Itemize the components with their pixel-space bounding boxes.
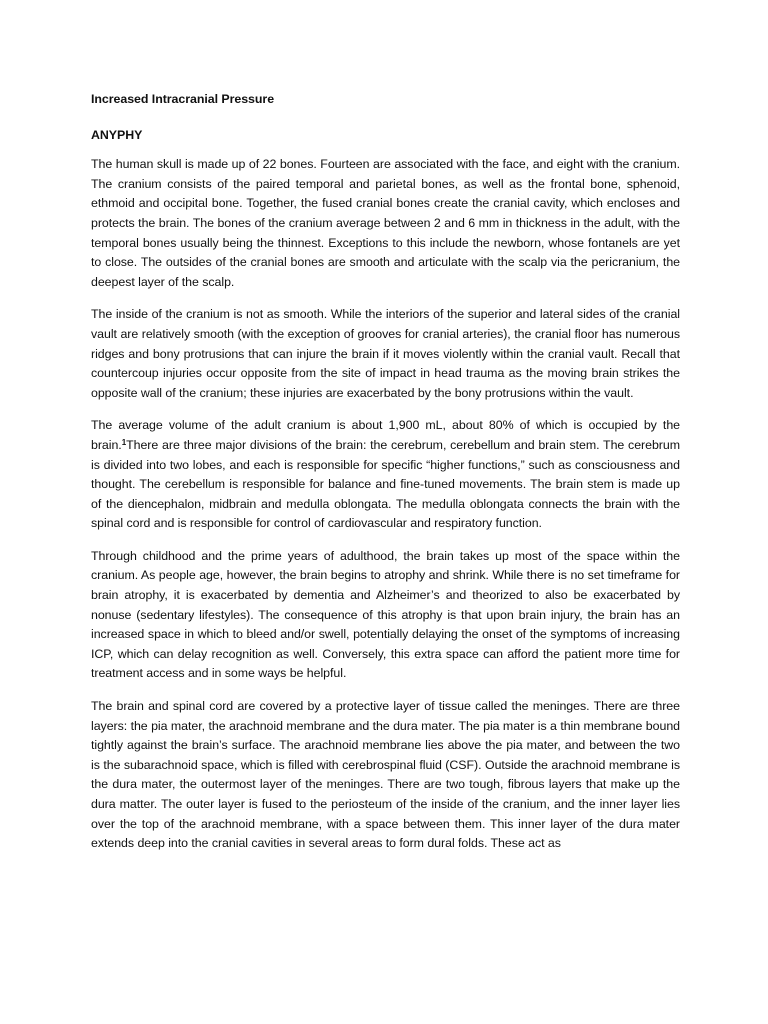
section-heading: ANYPHY [91,127,143,142]
document-title: Increased Intracranial Pressure [91,92,275,106]
paragraph-text-after-footnote: There are three major divisions of the brain: the cerebrum, cerebellum and brain stem. The cerebrum is divided into two lobes, and each is responsible for specific “higher functions,” such as consciousness and thought. The cerebellum is responsible for balance and fine-tuned movements. The brain stem is made up of the diencephalon, midbrain and medulla oblongata. The medulla oblongata connects the brain with the spinal cord and is responsible for control of cardiovascular and respiratory function. [91,437,680,531]
paragraph-brain-divisions [91,416,680,534]
paragraph-cranium-interior: The inside of the cranium is not as smooth. While the interiors of the superior and lateral sides of the cranial vault are relatively smooth (with the exception of grooves for cranial arteries), the cranial floor has numerous ridges and bony protrusions that can injure the brain if it moves violently within the cranial vault. Recall that countercoup injuries occur opposite from the site of impact in head trauma as the moving brain strikes the opposite wall of the cranium; these injuries are exacerbated by the bony protrusions within the vault. [91,307,680,400]
document-body [91,90,680,867]
paragraph-skull-bones: The human skull is made up of 22 bones. Fourteen are associated with the face, and eight with the cranium. The cranium consists of the paired temporal and parietal bones, as well as the frontal bone, sphenoid, ethmoid and occipital bone. Together, the fused cranial bones create the cranial cavity, which encloses and protects the brain. The bones of the cranium average between 2 and 6 mm in thickness in the adult, with the temporal bones usually being the thinnest. Exceptions to this include the newborn, whose fontanels are yet to close. The outsides of the cranial bones are smooth and articulate with the scalp via the pericranium, the deepest layer of the scalp. [91,157,680,289]
footnote-reference[interactable]: 1 [121,437,127,447]
paragraph-meninges: The brain and spinal cord are covered by a protective layer of tissue called the meninges. There are three layers: the pia mater, the arachnoid membrane and the dura mater. The pia mater is a thin membrane bound tightly against the brain’s surface. The arachnoid membrane lies above the pia mater, and between the two is the subarachnoid space, which is filled with cerebrospinal fluid (CSF). Outside the arachnoid membrane is the dura mater, the outermost layer of the meninges. There are two tough, fibrous layers that make up the dura matter. The outer layer is fused to the periosteum of the inside of the cranium, and the inner layer lies over the top of the arachnoid membrane, with a space between them. This inner layer of the dura mater extends deep into the cranial cavities in several areas to form dural folds. These act as [91,699,680,851]
paragraph-text-before-footnote: The average volume of the adult cranium is about 1,900 mL, about 80% of which is occupied by the brain. [91,418,680,452]
paragraph-brain-atrophy: Through childhood and the prime years of adulthood, the brain takes up most of the space within the cranium. As people age, however, the brain begins to atrophy and shrink. While there is no set timeframe for brain atrophy, it is exacerbated by dementia and Alzheimer’s and theorized to also be exacerbated by nonuse (sedentary lifestyles). The consequence of this atrophy is that upon brain injury, the brain has an increased space in which to bleed and/or swell, potentially delaying the onset of the symptoms of increasing ICP, which can delay recognition as well. Conversely, this extra space can afford the patient more time for treatment access and in some ways be helpful. [91,548,680,681]
